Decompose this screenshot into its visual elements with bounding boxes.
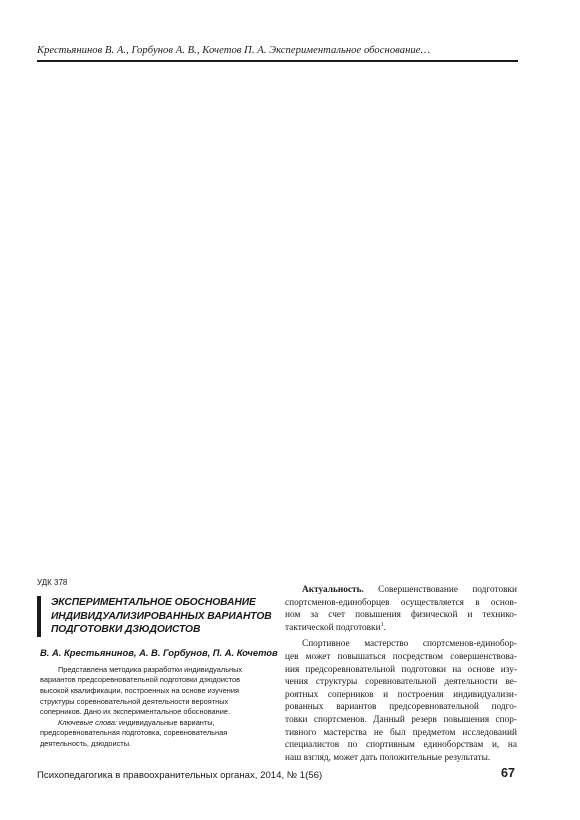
title-line: ИНДИВИДУАЛИЗИРОВАННЫХ ВАРИАНТОВ <box>51 610 272 622</box>
title-line: ЭКСПЕРИМЕНТАЛЬНОЕ ОБОСНОВАНИЕ <box>51 597 256 608</box>
text-line: тактической подготовки$^1$. <box>285 621 386 633</box>
text-line: спортсменов-единоборцев осуществляется в основ- <box>285 597 517 608</box>
journal-footer: Психопедагогика в правоохранительных органах, 2014, № 1(56) <box>37 770 323 781</box>
header-rule <box>37 60 518 62</box>
authors: В. А. Крестьянинов, А. В. Горбунов, П. А. Кочетов <box>40 646 278 658</box>
article-title <box>37 596 272 637</box>
keywords <box>40 718 269 750</box>
text-line: специалистов по спортивным единоборствам и, на <box>285 740 517 751</box>
paragraph-mastery <box>285 638 517 764</box>
running-head: Крестьянинов В. А., Горбунов А. В., Кочетов П. А. Экспериментальное обоснование… <box>37 45 430 56</box>
page-number: 67 <box>501 766 515 780</box>
text-line: тивного мастерства не был предметом исследований <box>285 727 517 738</box>
text-line: Спортивное мастерство спортсменов-единобор- <box>302 639 517 650</box>
article-front-matter <box>37 578 278 750</box>
paragraph-relevance <box>285 584 517 634</box>
abstract-block <box>37 665 269 750</box>
keywords-label: Ключевые слова: <box>58 717 117 727</box>
text-line: ном за счет повышения физической и технико- <box>285 610 517 621</box>
text-line: рованных вариантов предсоревновательной подго- <box>285 702 517 713</box>
text-line: ния предсоревновательной подготовки на основе изу- <box>285 664 517 675</box>
text-line: цев может повышаться посредством совершенствова- <box>285 651 517 662</box>
text-line: товки спортсменов. Данный резерв повышения спор- <box>285 714 517 725</box>
title-line: ПОДГОТОВКИ ДЗЮДОИСТОВ <box>51 624 201 636</box>
udc-code: УДК 378 <box>37 578 68 587</box>
text-line: чения структуры соревновательной деятельности ве- <box>285 677 517 688</box>
footnote-ref: 1 <box>380 621 384 628</box>
text-line: наш взгляд, может дать положительные результаты. <box>285 752 491 763</box>
keywords-text: индивидуальные варианты, предсоревновательная подготовка, соревновательная деятельность, дзюдоисты. <box>40 717 228 748</box>
relevance-lead: Актуальность. <box>302 585 364 595</box>
text-line: роятных соперников и построения индивидуализи- <box>285 689 517 700</box>
body-text <box>285 584 517 764</box>
text-line: Актуальность. Совершенствование подготовки <box>302 585 517 595</box>
abstract: Представлена методика разработки индивидуальных вариантов предсоревновательной подготовки дзюдоистов высокой квалификации, построенных на основе изучения структуры соревновательной деятельности вероятных соперников. Дано их экспериментальное обоснование. <box>40 664 243 717</box>
